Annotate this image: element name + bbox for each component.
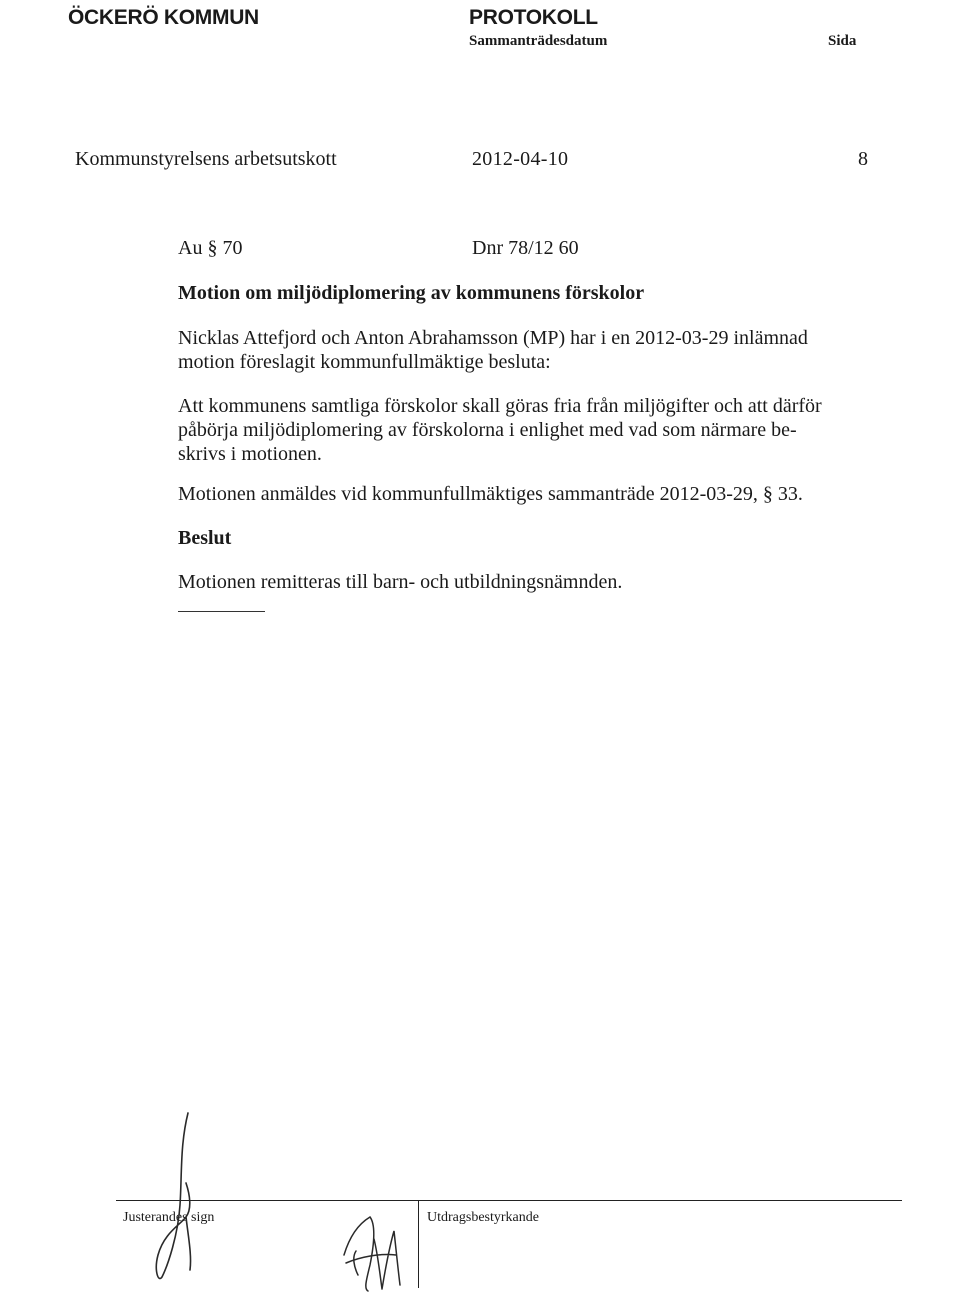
decision-heading: Beslut [178, 527, 232, 549]
end-rule [178, 611, 265, 612]
extract-certification-label: Utdragsbestyrkande [427, 1210, 539, 1225]
organization-name: ÖCKERÖ KOMMUN [68, 6, 259, 29]
proposal-line: Att kommunens samtliga förskolor skall göras fria från miljögifter och att därför [178, 395, 822, 417]
paragraph-number: Au § 70 [178, 237, 243, 259]
proposal-paragraph [178, 394, 878, 466]
decision-text: Motionen remitteras till barn- och utbildningsnämnden. [178, 571, 623, 593]
meeting-date: 2012-04-10 [472, 148, 569, 170]
page-label: Sida [828, 33, 857, 49]
intro-line: Nicklas Attefjord och Anton Abrahamsson (MP) har i en 2012-03-29 inlämnad [178, 327, 808, 349]
intro-line: motion föreslagit kommunfullmäktige besluta: [178, 351, 551, 373]
meeting-body: Kommunstyrelsens arbetsutskott [75, 148, 337, 170]
reported-paragraph: Motionen anmäldes vid kommunfullmäktiges sammanträde 2012-03-29, § 33. [178, 483, 803, 505]
proposal-line: skrivs i motionen. [178, 443, 322, 465]
intro-paragraph [178, 326, 878, 374]
footer-divider [418, 1200, 419, 1288]
proposal-line: påbörja miljödiplomering av förskolorna i enlighet med vad som närmare be- [178, 419, 797, 441]
date-label: Sammanträdesdatum [469, 33, 608, 49]
page-number: 8 [858, 148, 868, 170]
handwritten-initials-1 [150, 1105, 220, 1285]
registration-number: Dnr 78/12 60 [472, 237, 579, 259]
footer-rule [116, 1200, 902, 1201]
item-title: Motion om miljödiplomering av kommunens förskolor [178, 282, 645, 304]
handwritten-initials-2 [330, 1205, 415, 1295]
document-type: PROTOKOLL [469, 6, 598, 29]
signature-label: Justerandes sign [123, 1210, 215, 1225]
